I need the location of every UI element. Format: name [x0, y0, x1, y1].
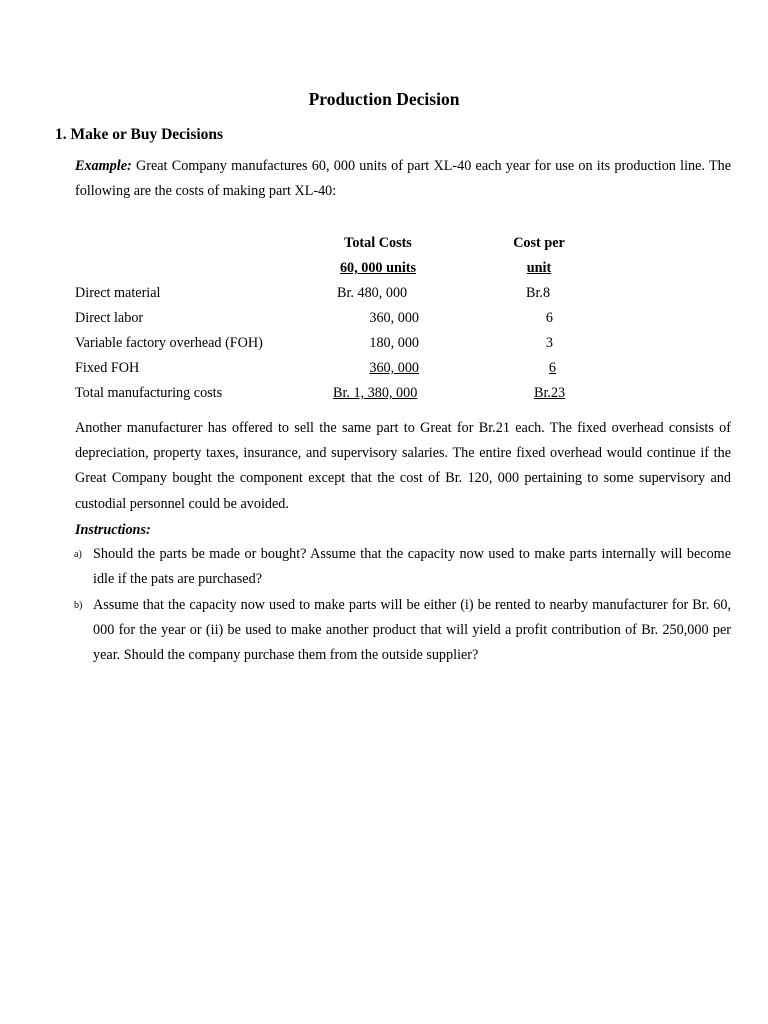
- row-label-variable-foh: Variable factory overhead (FOH): [75, 335, 263, 351]
- row-unit-total-costs: Br.23: [534, 385, 566, 401]
- header-unit: unit: [526, 260, 552, 276]
- row-total-variable-foh: 180, 000: [369, 335, 419, 351]
- example-text: Great Company manufactures 60, 000 units of part XL-40 each year for use on its production line. The following are the costs of making part XL-40:: [75, 158, 731, 200]
- instruction-marker-a: a): [74, 549, 82, 560]
- row-total-fixed-foh: 360, 000: [369, 360, 419, 376]
- row-total-direct-material: Br. 480, 000: [337, 285, 408, 301]
- section-heading: 1. Make or Buy Decisions: [55, 126, 224, 143]
- instructions-heading: Instructions:: [75, 522, 151, 538]
- row-label-direct-material: Direct material: [75, 285, 161, 301]
- row-unit-direct-labor: 6: [545, 310, 553, 326]
- document-title: Production Decision: [308, 89, 460, 109]
- instruction-item-a: Should the parts be made or bought? Assume that the capacity now used to make parts internally will become idle if the pats are purchased?: [93, 546, 731, 588]
- offer-paragraph: Another manufacturer has offered to sell the same part to Great for Br.21 each. The fixed overhead consists of depreciation, property taxes, insurance, and supervisory salaries. The entire fixed overhead would continue if the Great Company bought the component except that the cost of Br. 120, 000 pertaining to some supervisory and custodial personnel could be avoided.: [75, 420, 731, 512]
- header-cost-per: Cost per: [513, 235, 565, 251]
- row-total-direct-labor: 360, 000: [369, 310, 419, 326]
- instruction-item-b: Assume that the capacity now used to make parts will be either (i) be rented to nearby manufacturer for Br. 60, 000 for the year or (ii) be used to make another product that will yield a profit contribution of Br. 250,000 per year. Should the company purchase them from the outside supplier?: [93, 597, 731, 664]
- row-unit-fixed-foh: 6: [548, 360, 556, 376]
- example-paragraph: [75, 154, 731, 204]
- row-label-total-costs: Total manufacturing costs: [75, 385, 223, 401]
- header-total-costs: Total Costs: [344, 235, 412, 251]
- example-label: Example:: [75, 158, 132, 174]
- header-units: 60, 000 units: [339, 260, 417, 276]
- row-unit-direct-material: Br.8: [526, 285, 551, 301]
- row-total-total-costs: Br. 1, 380, 000: [333, 385, 418, 401]
- row-label-fixed-foh: Fixed FOH: [75, 360, 140, 376]
- row-label-direct-labor: Direct labor: [75, 310, 144, 326]
- row-unit-variable-foh: 3: [545, 335, 553, 351]
- instruction-marker-b: b): [74, 600, 83, 611]
